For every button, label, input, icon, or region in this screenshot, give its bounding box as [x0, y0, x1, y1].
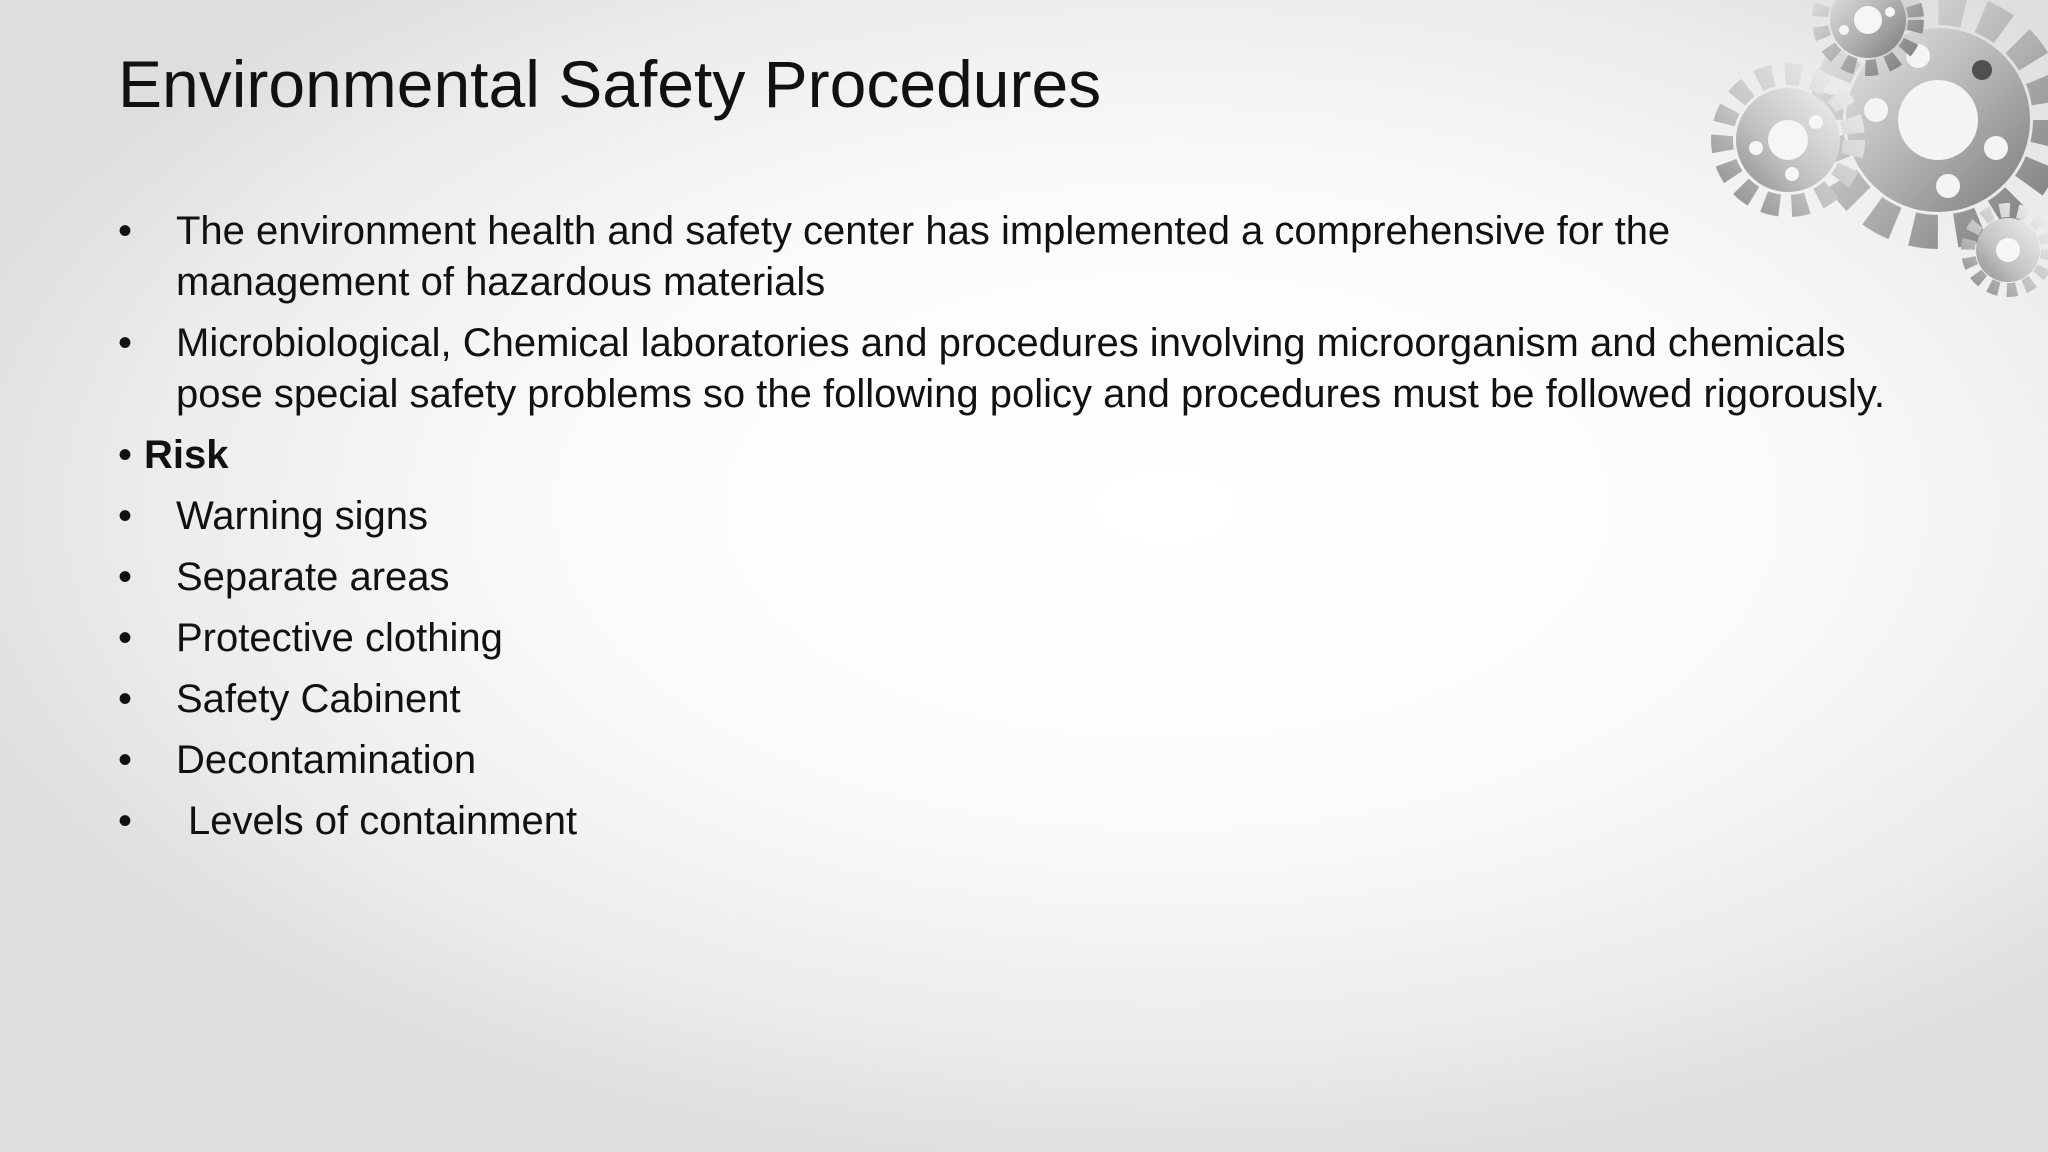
bullet-text: Warning signs: [176, 494, 428, 538]
bullet-text: Microbiological, Chemical laboratories and procedures involving microorganism and chemicals pose special safety problems so the following policy and procedures must be followed rigorously.: [176, 321, 1886, 416]
bullet-marker: •: [118, 738, 133, 782]
bullet-text: Separate areas: [176, 555, 450, 599]
bullet-text-risk: Risk: [144, 433, 229, 477]
bullet-text: Safety Cabinent: [176, 677, 461, 721]
bullet-item: [118, 318, 1898, 420]
bullet-marker: •: [118, 555, 133, 599]
bullet-marker: •: [118, 209, 133, 253]
bullet-item: [118, 735, 1898, 786]
bullet-marker: •: [118, 799, 133, 843]
bullet-item: [118, 430, 1898, 481]
bullet-item: [118, 206, 1898, 308]
bullet-text: Levels of containment: [188, 799, 578, 843]
bullet-list: [118, 206, 1898, 857]
bullet-marker: •: [118, 321, 133, 365]
bullet-text: Protective clothing: [176, 616, 503, 660]
bullet-item: [118, 491, 1898, 542]
bullet-item: [118, 552, 1898, 603]
bullet-marker: •: [118, 494, 133, 538]
bullet-item: [118, 796, 1898, 847]
bullet-item: [118, 613, 1898, 664]
bullet-marker: •: [118, 677, 133, 721]
slide-title: Environmental Safety Procedures: [118, 47, 1102, 121]
bullet-marker: •: [118, 433, 133, 477]
bullet-text: The environment health and safety center has implemented a comprehensive for the management of hazardous materials: [176, 209, 1671, 304]
bullet-marker: •: [118, 616, 133, 660]
bullet-item: [118, 674, 1898, 725]
bullet-text: Decontamination: [176, 738, 477, 782]
